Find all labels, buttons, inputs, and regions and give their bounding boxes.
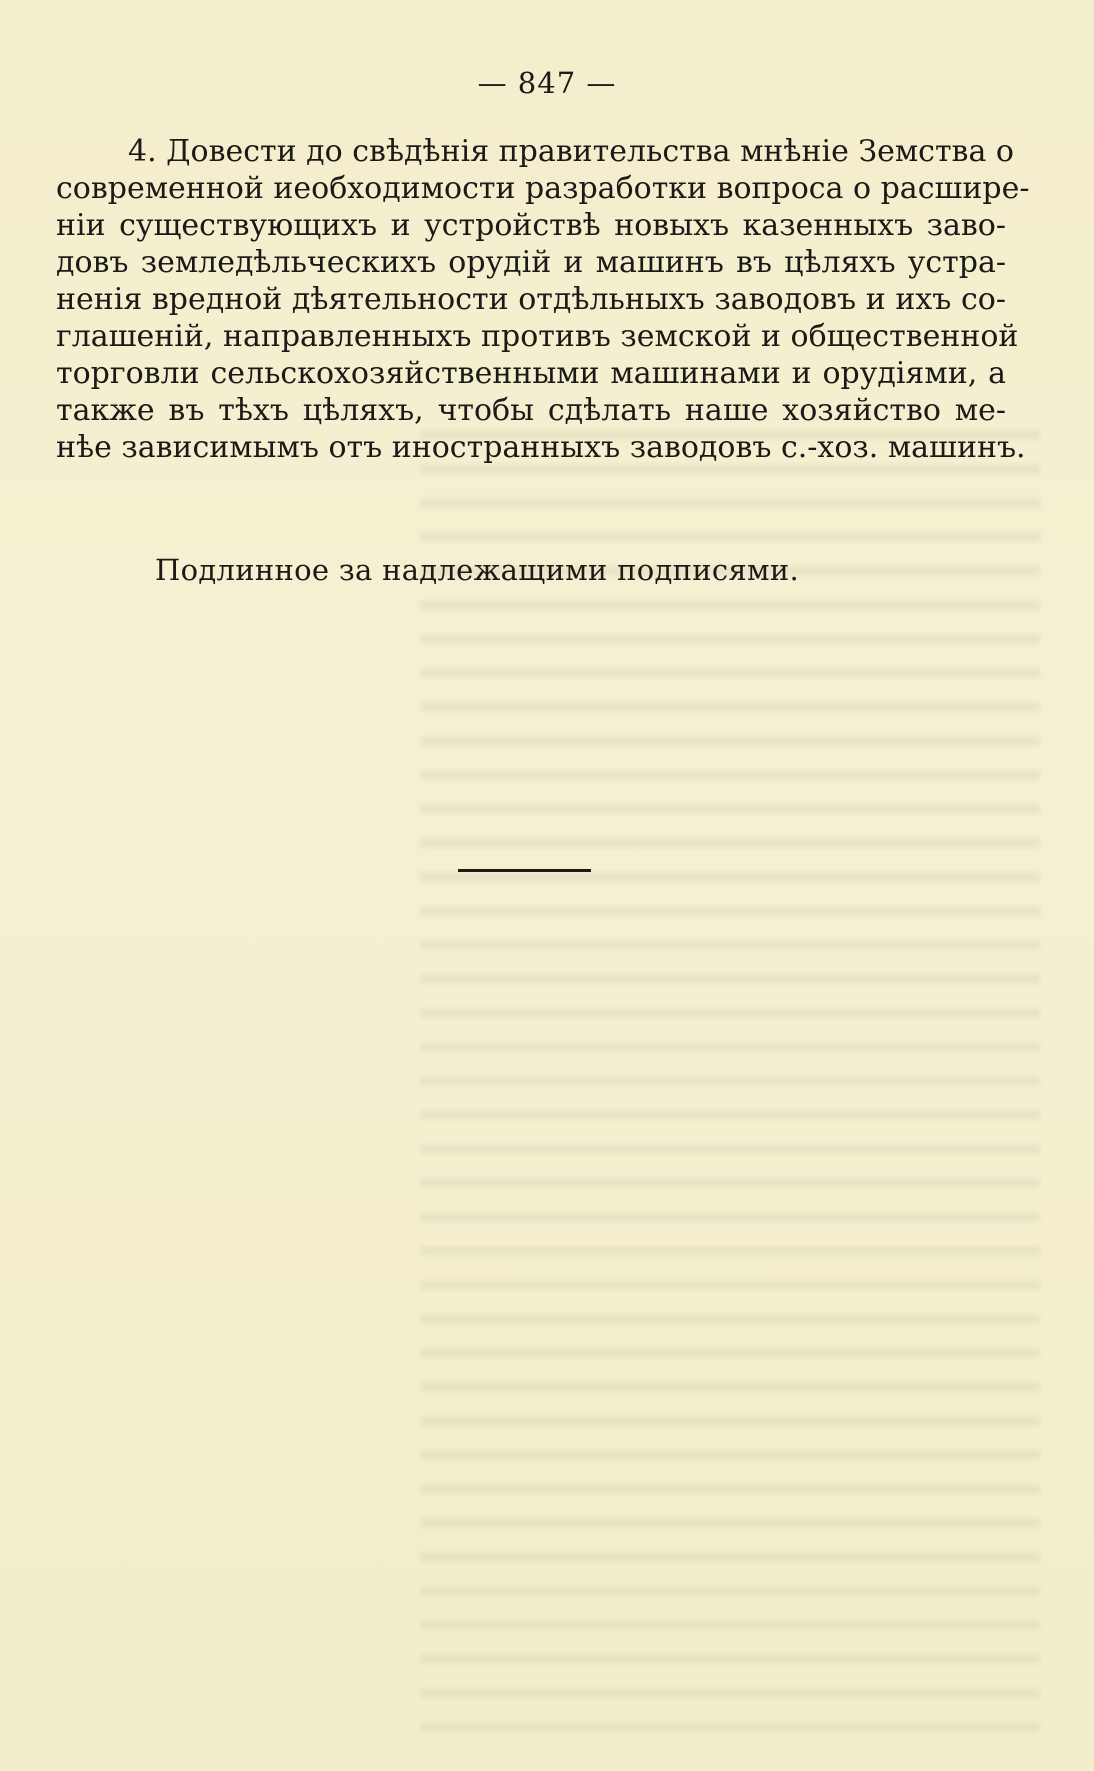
paragraph-line: также въ тѣхъ цѣляхъ, чтобы сдѣлать наше хозяйство ме- [56, 393, 1006, 428]
signature-note: Подлинное за надлежащими подписями. [155, 553, 800, 587]
paragraph-line: торговли сельскохозяйственными машинами и орудіями, а [56, 356, 1006, 391]
bleed-through-texture [420, 430, 1040, 1750]
paragraph-line: глашеній, направленныхъ противъ земской и общественной [56, 319, 1019, 354]
paragraph-line: довъ земледѣльческихъ орудій и машинъ въ цѣляхъ устра- [56, 245, 1006, 280]
paragraph-line: нѣе зависимымъ отъ иностранныхъ заводовъ с.-хоз. машинъ. [56, 430, 1026, 465]
paragraph-line: 4. Довести до свѣдѣнія правительства мнѣніе Земства о [128, 134, 1014, 169]
page-number: — 847 — [477, 66, 617, 100]
end-rule-divider [458, 869, 591, 872]
paragraph-line: ніи существующихъ и устройствѣ новыхъ казенныхъ заво- [56, 208, 1006, 243]
paragraph-item-4 [56, 133, 1030, 466]
paragraph-line: ненія вредной дѣятельности отдѣльныхъ заводовъ и ихъ со- [56, 282, 1006, 317]
paragraph-line: современной иеобходимости разработки вопроса о расшире- [56, 171, 1030, 206]
